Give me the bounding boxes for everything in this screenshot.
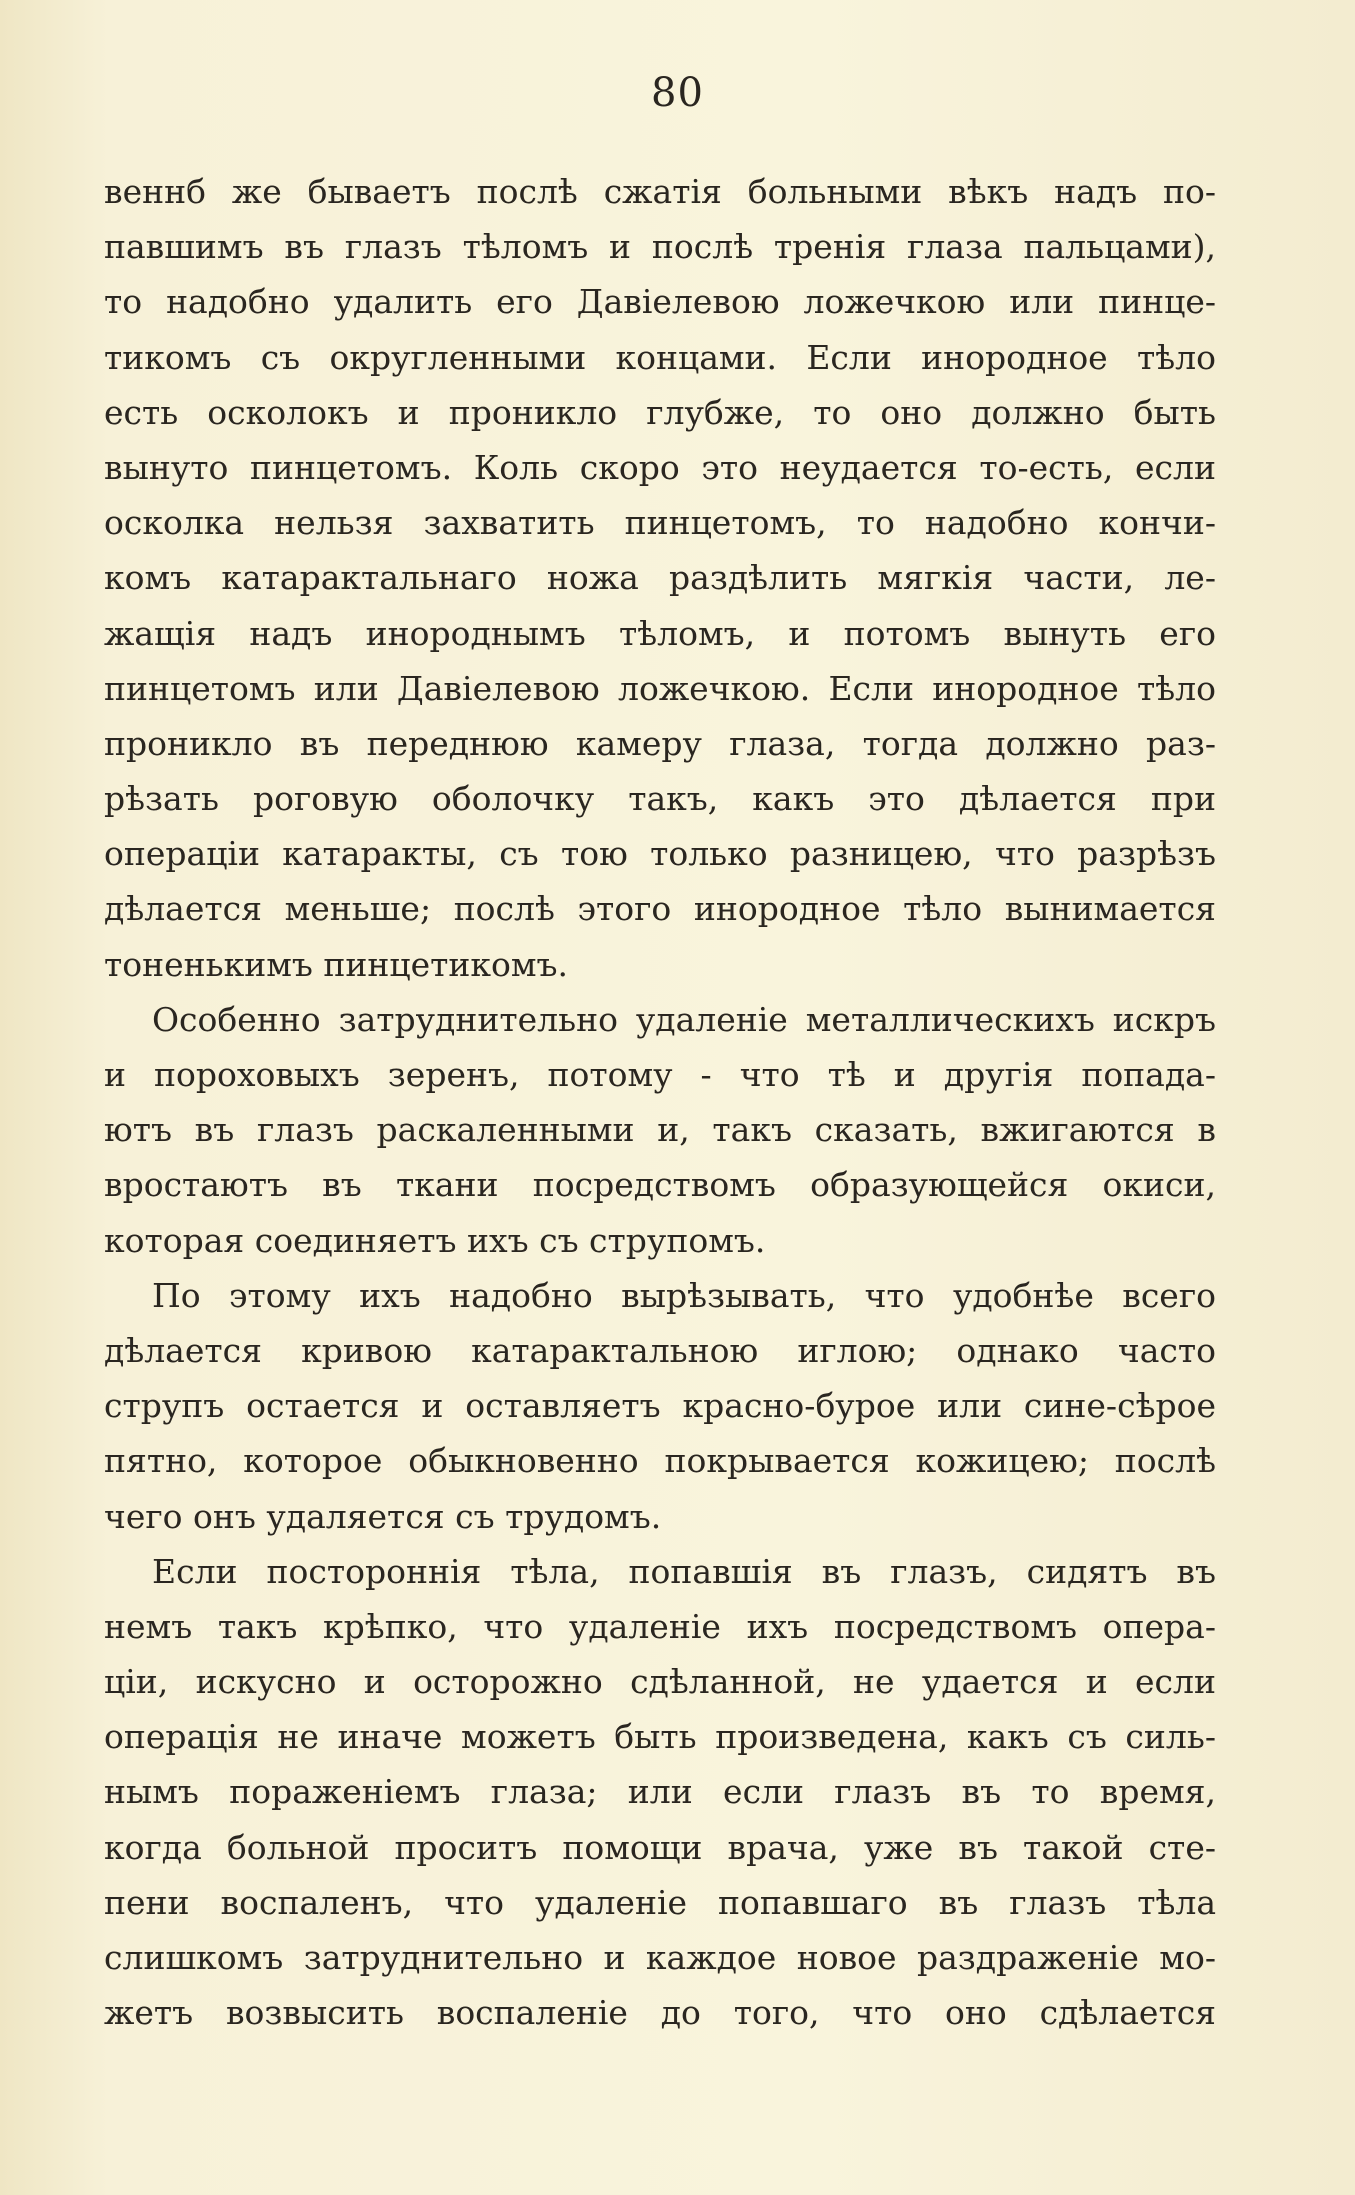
text-line: немъ такъ крѣпко, что удаленіе ихъ посредствомъ опера-	[104, 1606, 1216, 1646]
body-text	[104, 164, 1216, 2040]
text-line: веннб же бываетъ послѣ сжатія больными вѣкъ надъ по-	[104, 172, 1216, 211]
text-line: вынуто пинцетомъ. Коль скоро это неудается то-есть, если	[104, 447, 1216, 487]
text-line: павшимъ въ глазъ тѣломъ и послѣ тренія глаза пальцами),	[104, 227, 1216, 267]
paragraph-first-line: По этому ихъ надобно вырѣзывать, что удобнѣе всего	[152, 1275, 1216, 1315]
text-line: пени воспаленъ, что удаленіе попавшаго въ глазъ тѣла	[104, 1882, 1216, 1922]
text-line: струпъ остается и оставляетъ красно-бурое или сине-сѣрое	[104, 1386, 1216, 1426]
text-line: тоненькимъ пинцетикомъ.	[104, 944, 569, 984]
text-line: пинцетомъ или Давіелевою ложечкою. Если инородное тѣло	[104, 668, 1216, 708]
text-line: чего онъ удаляется съ трудомъ.	[104, 1496, 662, 1536]
text-line: комъ катарактальнаго ножа раздѣлить мягкія части, ле-	[104, 558, 1216, 598]
text-line: жетъ возвысить воспаленіе до того, что оно сдѣлается	[104, 1993, 1216, 2033]
page-number: 80	[651, 70, 704, 116]
text-line: нымъ пораженіемъ глаза; или если глазъ въ то время,	[104, 1772, 1216, 1812]
text-line: проникло въ переднюю камеру глаза, тогда должно раз-	[104, 723, 1216, 763]
text-line: вростаютъ въ ткани посредствомъ образующейся окиси,	[104, 1165, 1216, 1205]
text-line: дѣлается кривою катарактальною иглою; однако часто	[104, 1330, 1216, 1370]
text-line: то надобно удалить его Давіелевою ложечкою или пинце-	[104, 282, 1216, 322]
text-line: и пороховыхъ зеренъ, потому - что тѣ и другія попада-	[104, 1055, 1216, 1094]
text-line: осколка нельзя захватить пинцетомъ, то надобно кончи-	[104, 503, 1216, 543]
text-line: рѣзать роговую оболочку такъ, какъ это дѣлается при	[104, 779, 1216, 819]
text-line: ютъ въ глазъ раскаленными и, такъ сказать, вжигаются в	[104, 1110, 1216, 1150]
text-line: тикомъ съ округленными концами. Если инородное тѣло	[104, 337, 1216, 377]
text-line: когда больной проситъ помощи врача, уже въ такой сте-	[104, 1827, 1216, 1867]
text-line: которая соединяетъ ихъ съ струпомъ.	[104, 1220, 766, 1260]
text-line: есть осколокъ и проникло глубже, то оно должно быть	[104, 392, 1216, 432]
text-line: пятно, которое обыкновенно покрывается кожицею; послѣ	[104, 1441, 1216, 1481]
paragraph-first-line: Если постороннія тѣла, попавшія въ глазъ, сидятъ въ	[152, 1551, 1216, 1591]
text-line: дѣлается меньше; послѣ этого инородное тѣло вынимается	[104, 889, 1216, 929]
text-line: слишкомъ затруднительно и каждое новое раздраженіе мо-	[104, 1938, 1216, 1977]
text-line: операція не иначе можетъ быть произведена, какъ съ силь-	[104, 1717, 1216, 1757]
paragraph-first-line: Особенно затруднительно удаленіе металлическихъ искръ	[152, 999, 1216, 1039]
text-line: жащія надъ инороднымъ тѣломъ, и потомъ вынуть его	[104, 613, 1216, 653]
text-line: ціи, искусно и осторожно сдѣланной, не удается и если	[104, 1662, 1216, 1702]
text-line: операціи катаракты, съ тою только разницею, что разрѣзъ	[104, 834, 1216, 874]
